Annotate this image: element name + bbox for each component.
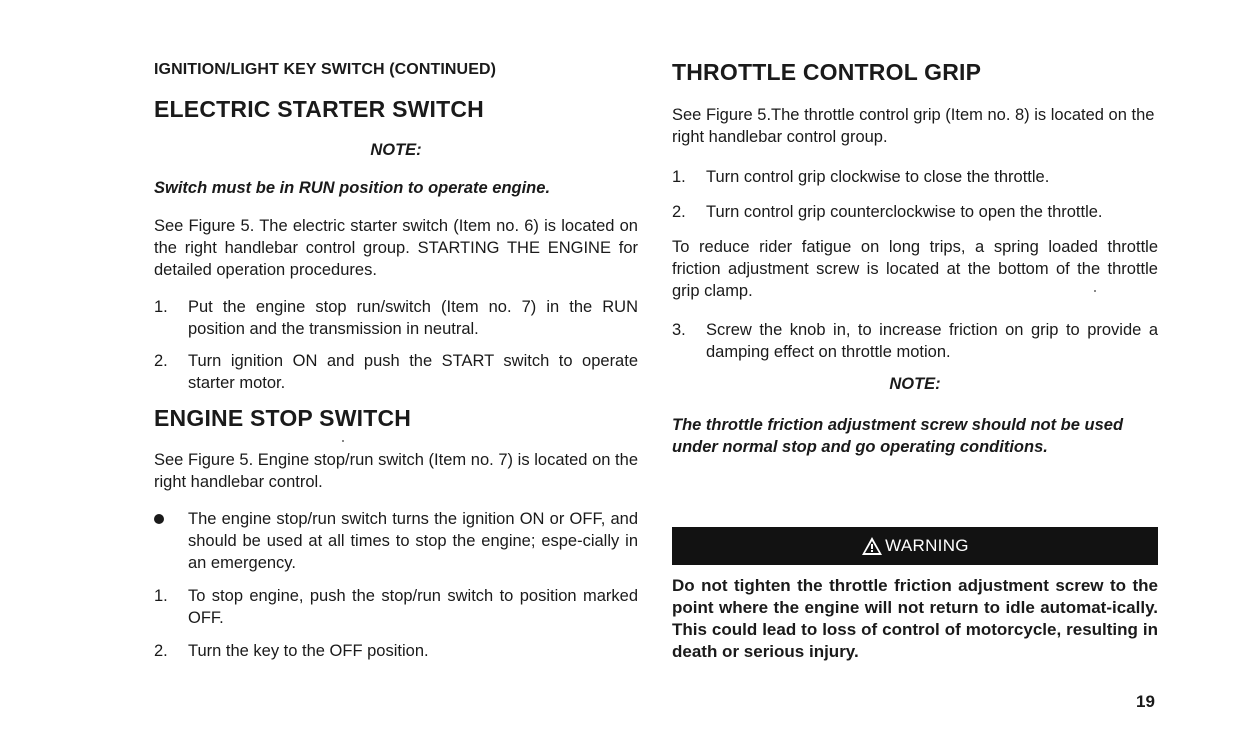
step-number: 1. [154, 298, 168, 316]
starter-step-2 [154, 350, 638, 394]
step-text: Turn ignition ON and push the START switch to operate starter motor. [188, 352, 638, 392]
step-text: Turn the key to the OFF position. [188, 642, 429, 660]
step-number: 2. [154, 352, 168, 370]
throttle-note-text: The throttle friction adjustment screw should not be used under normal stop and go operating conditions. [672, 416, 1124, 456]
warning-bar [672, 527, 1158, 565]
step-text: Put the engine stop run/switch (Item no. 7) in the RUN position and the transmission in neutral. [188, 298, 638, 338]
step-number: 2. [154, 642, 168, 660]
step-number: 1. [672, 168, 686, 186]
step-text: To stop engine, push the stop/run switch to position marked OFF. [188, 587, 638, 627]
step-number: 3. [672, 321, 686, 339]
throttle-step-2 [672, 201, 1158, 223]
stop-step-2 [154, 640, 638, 662]
bullet-dot-icon [154, 514, 164, 524]
stop-intro: See Figure 5. Engine stop/run switch (Item no. 7) is located on the right handlebar control. [154, 451, 638, 491]
friction-paragraph: To reduce rider fatigue on long trips, a spring loaded throttle friction adjustment screw is located at the bottom of the throttle grip clamp. [672, 238, 1158, 300]
warning-text: Do not tighten the throttle friction adjustment screw to the point where the engine will not return to idle automat-ically. This could lead to loss of control of motorcycle, resulting in death or serious injury. [672, 576, 1158, 661]
warning-triangle-icon [861, 536, 883, 556]
scan-speck [342, 440, 344, 442]
bullet-text: The engine stop/run switch turns the ignition ON or OFF, and should be used at all times to stop the engine; espe-cially in an emergency. [188, 510, 638, 572]
stop-step-1 [154, 585, 638, 629]
step-text: Turn control grip counterclockwise to open the throttle. [706, 203, 1103, 221]
throttle-step-3 [672, 319, 1158, 363]
throttle-step-1 [672, 166, 1158, 188]
engine-stop-heading: ENGINE STOP SWITCH [154, 405, 412, 431]
stop-bullet [154, 508, 638, 574]
throttle-intro: See Figure 5.The throttle control grip (Item no. 8) is located on the right handlebar control group. [672, 106, 1155, 146]
starter-step-1 [154, 296, 638, 340]
starter-note-text: Switch must be in RUN position to operate engine. [154, 179, 551, 197]
step-number: 2. [672, 203, 686, 221]
throttle-heading: THROTTLE CONTROL GRIP [672, 59, 982, 85]
throttle-note-label: NOTE: [889, 375, 941, 393]
electric-starter-heading: ELECTRIC STARTER SWITCH [154, 96, 484, 122]
section-label: IGNITION/LIGHT KEY SWITCH (CONTINUED) [154, 61, 497, 78]
scan-speck [1094, 290, 1096, 292]
starter-note-label: NOTE: [370, 141, 422, 159]
step-text: Screw the knob in, to increase friction on grip to provide a damping effect on throttle motion. [706, 321, 1158, 361]
page-number: 19 [1136, 692, 1155, 711]
step-text: Turn control grip clockwise to close the throttle. [706, 168, 1050, 186]
step-number: 1. [154, 587, 168, 605]
starter-intro: See Figure 5. The electric starter switch (Item no. 6) is located on the right handlebar control group. STARTING THE ENGINE for detailed operation procedures. [154, 217, 638, 279]
warning-label: WARNING [885, 536, 969, 555]
